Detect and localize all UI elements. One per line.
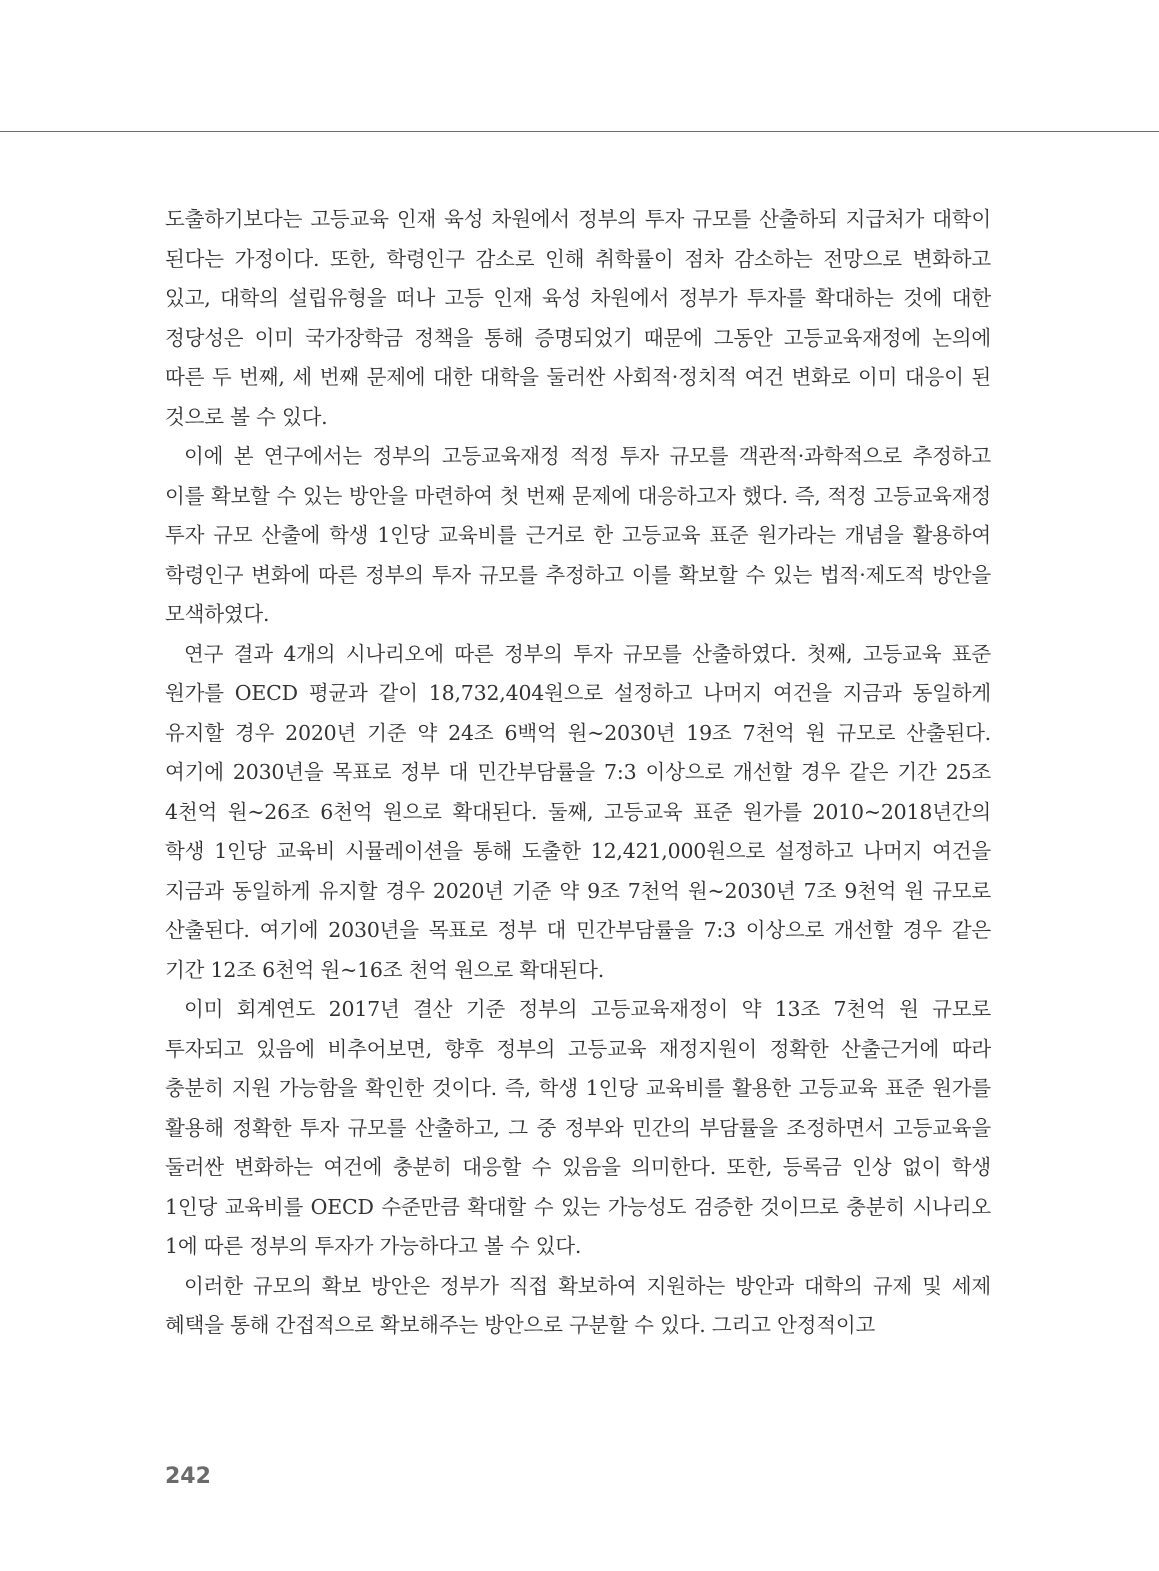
paragraph-5: 이러한 규모의 확보 방안은 정부가 직접 확보하여 지원하는 방안과 대학의 규제 및 세제 혜택을 통해 간접적으로 확보해주는 방안으로 구분할 수 있다. 그리고 안정적이고 [165, 1273, 991, 1337]
paragraph-1: 도출하기보다는 고등교육 인재 육성 차원에서 정부의 투자 규모를 산출하되 지급처가 대학이 된다는 가정이다. 또한, 학령인구 감소로 인해 취학률이 점차 감소하는 전망으로 변화하고 있고, 대학의 설립유형을 떠나 고등 인재 육성 차원에서 정부가 투자를 확대하는 것에 대한 정당성은 이미 국가장학금 정책을 통해 증명되었기 때문에 그동안 고등교육재정에 논의에 따른 두 번째, 세 번째 문제에 대한 대학을 둘러싼 사회적·정치적 여건 변화로 이미 대응이 된 것으로 볼 수 있다. [165, 207, 991, 429]
paragraph-2: 이에 본 연구에서는 정부의 고등교육재정 적정 투자 규모를 객관적·과학적으로 추정하고 이를 확보할 수 있는 방안을 마련하여 첫 번째 문제에 대응하고자 했다. 즉, 적정 고등교육재정 투자 규모 산출에 학생 1인당 교육비를 근거로 한 고등교육 표준 원가라는 개념을 활용하여 학령인구 변화에 따른 정부의 투자 규모를 추정하고 이를 확보할 수 있는 법적·제도적 방안을 모색하였다. [165, 444, 991, 626]
paragraph-3: 연구 결과 4개의 시나리오에 따른 정부의 투자 규모를 산출하였다. 첫째, 고등교육 표준 원가를 OECD 평균과 같이 18,732,404원으로 설정하고 나머지 여건을 지금과 동일하게 유지할 경우 2020년 기준 약 24조 6백억 원~2030년 19조 7천억 원 규모로 산출된다. 여기에 2030년을 목표로 정부 대 민간부담률을 7:3 이상으로 개선할 경우 같은 기간 25조 4천억 원~26조 6천억 원으로 확대된다. 둘째, 고등교육 표준 원가를 2010~2018년간의 학생 1인당 교육비 시뮬레이션을 통해 도출한 12,421,000원으로 설정하고 나머지 여건을 지금과 동일하게 유지할 경우 2020년 기준 약 9조 7천억 원~2030년 7조 9천억 원 규모로 산출된다. 여기에 2030년을 목표로 정부 대 민간부담률을 7:3 이상으로 개선할 경우 같은 기간 12조 6천억 원~16조 천억 원으로 확대된다. [165, 641, 991, 982]
paragraph-4: 이미 회계연도 2017년 결산 기준 정부의 고등교육재정이 약 13조 7천억 원 규모로 투자되고 있음에 비추어보면, 향후 정부의 고등교육 재정지원이 정확한 산출근거에 따라 충분히 지원 가능함을 확인한 것이다. 즉, 학생 1인당 교육비를 활용한 고등교육 표준 원가를 활용해 정확한 투자 규모를 산출하고, 그 중 정부와 민간의 부담률을 조정하면서 고등교육을 둘러싼 변화하는 여건에 충분히 대응할 수 있음을 의미한다. 또한, 등록금 인상 없이 학생 1인당 교육비를 OECD 수준만큼 확대할 수 있는 가능성도 검증한 것이므로 충분히 시나리오 1에 따른 정부의 투자가 가능하다고 볼 수 있다. [165, 997, 991, 1258]
page-number: 242 [165, 1464, 211, 1489]
body-text [165, 200, 991, 1346]
header-rule [0, 131, 1159, 132]
